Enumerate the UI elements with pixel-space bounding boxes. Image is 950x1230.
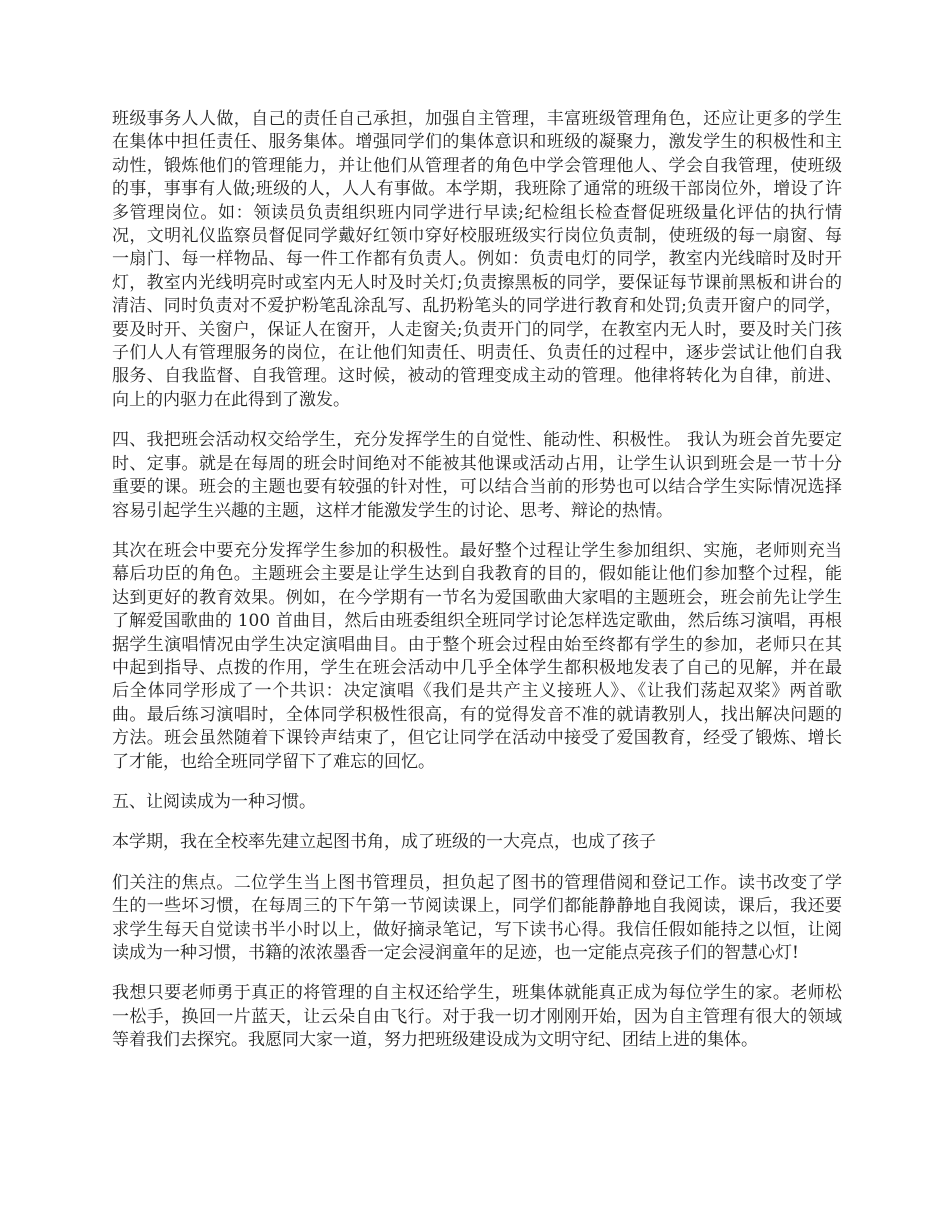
paragraph-section-five-heading: 五、让阅读成为一种习惯。: [112, 791, 316, 812]
paragraph-book-corner: 本学期，我在全校率先建立起图书角，成了班级的一大亮点，也成了孩子: [112, 832, 656, 853]
paragraph-class-affairs: 班级事务人人做，自己的责任自己承担，加强自主管理，丰富班级管理角色，还应让更多的学生在集体中担任责任、服务集体。增强同学们的集体意识和班级的凝聚力，激发学生的积极性和主动性，锻炼他们的管理能力，并让他们从管理者的角色中学会管理他人、学会自我管理，使班级的事，事事有人做;班级的人，人人有事做。本学期，我班除了通常的班级干部岗位外，增设了许多管理岗位。如：领读员负责组织班内同学进行早读;纪检组长检查督促班级量化评估的执行情况，文明礼仪监察员督促同学戴好红领巾穿好校服班级实行岗位负责制，使班级的每一扇窗、每一扇门、每一样物品、每一件工作都有负责人。例如：负责电灯的同学，教室内光线暗时及时开灯，教室内光线明亮时或室内无人时及时关灯;负责擦黑板的同学，要保证每节课前黑板和讲台的清洁、同时负责对不爱护粉笔乱涂乱写、乱扔粉笔头的同学进行教育和处罚;负责开窗户的同学，要及时开、关窗户，保证人在窗开，人走窗关;负责开门的同学，在教室内无人时，要及时关门孩子们人人有管理服务的岗位，在让他们知责任、明责任、负责任的过程中，逐步尝试让他们自我服务、自我监督、自我管理。这时候，被动的管理变成主动的管理。他律将转化为自律，前进、向上的内驱力在此得到了激发。: [112, 109, 842, 410]
paragraph-reading-habit: 们关注的焦点。二位学生当上图书管理员，担负起了图书的管理借阅和登记工作。读书改变了学生的一些坏习惯，在每周三的下午第一节阅读课上，同学们都能静静地自我阅读，课后，我还要求学生每天自觉读书半小时以上，做好摘录笔记，写下读书心得。我信任假如能持之以恒，让阅读成为一种习惯，书籍的浓浓墨香一定会浸润童年的足迹，也一定能点亮孩子们的智慧心灯!: [112, 872, 842, 963]
paragraph-section-four: 四、我把班会活动权交给学生，充分发挥学生的自觉性、能动性、积极性。 我认为班会首先要定时、定事。就是在每周的班会时间绝对不能被其他课或活动占用，让学生认识到班会是一节十分重要的课。班会的主题也要有较强的针对性，可以结合当前的形势也可以结合学生实际情况选择容易引起学生兴趣的主题，这样才能激发学生的讨论、思考、辩论的热情。: [112, 430, 842, 521]
paragraph-conclusion: 我想只要老师勇于真正的将管理的自主权还给学生，班集体就能真正成为每位学生的家。老师松一松手，换回一片蓝天，让云朵自由飞行。对于我一切才刚刚开始，因为自主管理有很大的领域等着我们去探究。我愿同大家一道，努力把班级建设成为文明守纪、团结上进的集体。: [112, 983, 842, 1051]
paragraph-class-meeting: 其次在班会中要充分发挥学生参加的积极性。最好整个过程让学生参加组织、实施，老师则充当幕后功臣的角色。主题班会主要是让学生达到自我教育的目的，假如能让他们参加整个过程，能达到更好的教育效果。例如，在今学期有一节名为爱国歌曲大家唱的主题班会，班会前先让学生了解爱国歌曲的 100 首曲目，然后由班委组织全班同学讨论怎样选定歌曲，然后练习演唱，再根据学生演唱情况由学生决定演唱曲目。由于整个班会过程由始至终都有学生的参加，老师只在其中起到指导、点拨的作用，学生在班会活动中几乎全体学生都积极地发表了自己的见解，并在最后全体同学形成了一个共识：决定演唱《我们是共产主义接班人》、《让我们荡起双桨》两首歌曲。最后练习演唱时，全体同学积极性很高，有的觉得发音不准的就请教别人，找出解决问题的方法。班会虽然随着下课铃声结束了，但它让同学在活动中接受了爱国教育，经受了锻炼、增长了才能，也给全班同学留下了难忘的回忆。: [112, 540, 842, 772]
document-page: [112, 108, 842, 1053]
